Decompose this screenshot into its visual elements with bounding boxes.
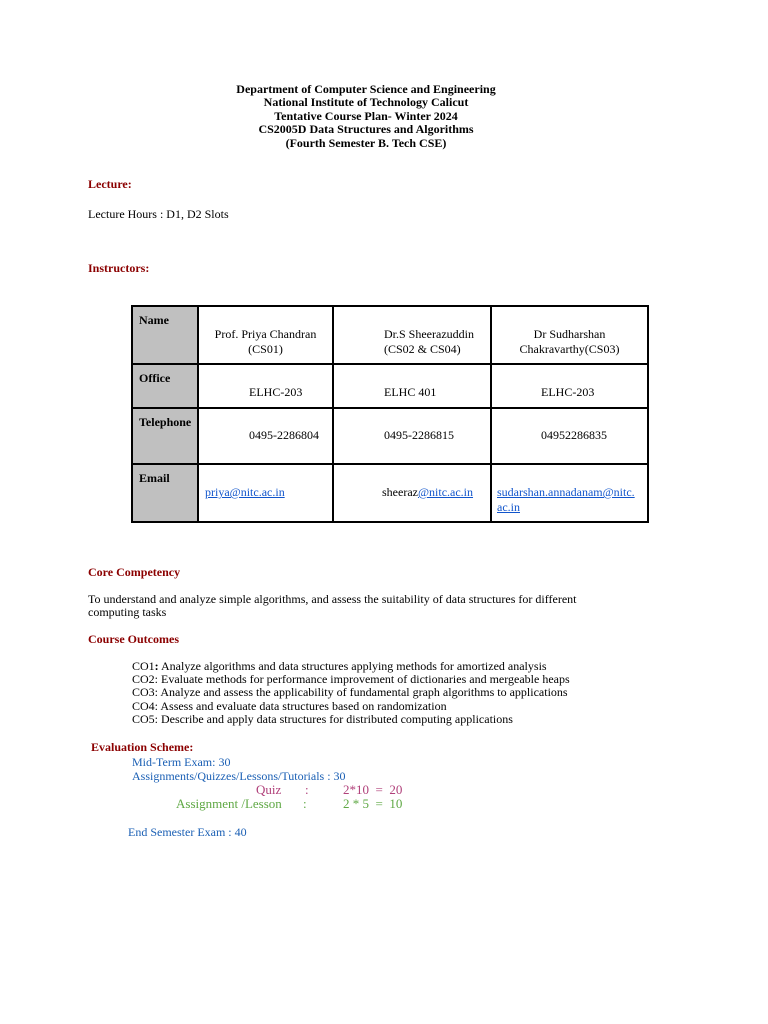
- label-name: Name: [132, 306, 198, 364]
- label-office: Office: [132, 364, 198, 408]
- table-row: [132, 464, 648, 522]
- evaluation-heading: Evaluation Scheme:: [91, 740, 194, 754]
- instructors-heading: Instructors:: [88, 261, 150, 275]
- table-row: [132, 408, 648, 464]
- email-link-line2: ac.in: [497, 499, 520, 514]
- phone-value: 0495-2286815: [384, 428, 454, 442]
- phone-value: 04952286835: [541, 428, 607, 442]
- instructor-name-line2: (CS01): [248, 341, 283, 356]
- header-plan: Tentative Course Plan- Winter 2024: [274, 108, 458, 123]
- course-outcomes-heading: Course Outcomes: [88, 632, 179, 646]
- office-value: ELHC-203: [541, 385, 595, 399]
- header-department: Department of Computer Science and Engineering: [236, 82, 496, 96]
- instructor-name: [199, 307, 332, 356]
- email-link[interactable]: priya@nitc.ac.in: [205, 485, 285, 499]
- core-competency-line1: To understand and analyze simple algorithms, and assess the suitability of data structures for different: [88, 592, 577, 606]
- header-semester: (Fourth Semester B. Tech CSE): [285, 135, 447, 150]
- assignments-total: Assignments/Quizzes/Lessons/Tutorials : 30: [132, 769, 346, 783]
- midterm-exam: Mid-Term Exam: 30: [132, 755, 231, 769]
- lecture-hours: Lecture Hours : D1, D2 Slots: [88, 207, 229, 221]
- core-competency-heading: Core Competency: [88, 565, 181, 579]
- assignment-colon: :: [303, 796, 307, 811]
- instructor-name-line2: (CS02 & CS04): [384, 341, 461, 356]
- email-value: [492, 465, 647, 514]
- instructor-name: [492, 307, 647, 356]
- office-value: ELHC-203: [249, 385, 303, 399]
- email-prefix: sheeraz: [382, 485, 418, 499]
- header-institute: National Institute of Technology Calicut: [263, 95, 469, 110]
- assignment-value: 2 * 5 = 10: [343, 796, 403, 811]
- office-value: ELHC 401: [384, 385, 437, 399]
- document-header: [0, 83, 732, 150]
- header-course: CS2005D Data Structures and Algorithms: [258, 122, 474, 137]
- list-item: CO5: Describe and apply data structures for distributed computing applications: [132, 711, 513, 726]
- email-link[interactable]: [497, 485, 635, 514]
- core-competency-line2: computing tasks: [88, 605, 167, 620]
- quiz-value: 2*10 = 20: [343, 782, 403, 797]
- list-item: CO2: Evaluate methods for performance improvement of dictionaries and mergeable heaps: [132, 672, 570, 687]
- lecture-heading: Lecture:: [88, 177, 132, 191]
- email-link[interactable]: @nitc.ac.in: [417, 485, 474, 499]
- label-telephone: Telephone: [132, 408, 198, 464]
- instructors-table: [131, 305, 649, 523]
- core-competency-text: [88, 593, 576, 620]
- quiz-label: Quiz: [256, 782, 282, 797]
- email-value: [334, 465, 490, 500]
- instructor-name-line2: Chakravarthy(CS03): [519, 341, 620, 356]
- table-row: [132, 306, 648, 364]
- instructor-name-line1: Prof. Priya Chandran: [214, 327, 317, 341]
- course-outcomes-list: [132, 660, 570, 726]
- instructor-name: [334, 307, 490, 356]
- list-item: CO1: Analyze algorithms and data structures applying methods for amortized analysis: [132, 659, 547, 673]
- instructor-name-line1: Dr.S Sheerazuddin: [384, 327, 474, 341]
- list-item: CO3: Analyze and assess the applicability of fundamental graph algorithms to applications: [132, 685, 568, 700]
- list-item: CO4: Assess and evaluate data structures based on randomization: [132, 698, 447, 713]
- phone-value: 0495-2286804: [249, 428, 319, 442]
- table-row: [132, 364, 648, 408]
- email-value: [199, 465, 332, 500]
- email-link-line1: sudarshan.annadanam@nitc.: [497, 485, 635, 499]
- instructor-name-line1: Dr Sudharshan: [533, 327, 606, 341]
- assignment-label: Assignment /Lesson: [176, 796, 282, 811]
- end-semester-exam: End Semester Exam : 40: [128, 825, 247, 839]
- quiz-colon: :: [305, 782, 309, 797]
- label-email: Email: [132, 464, 198, 522]
